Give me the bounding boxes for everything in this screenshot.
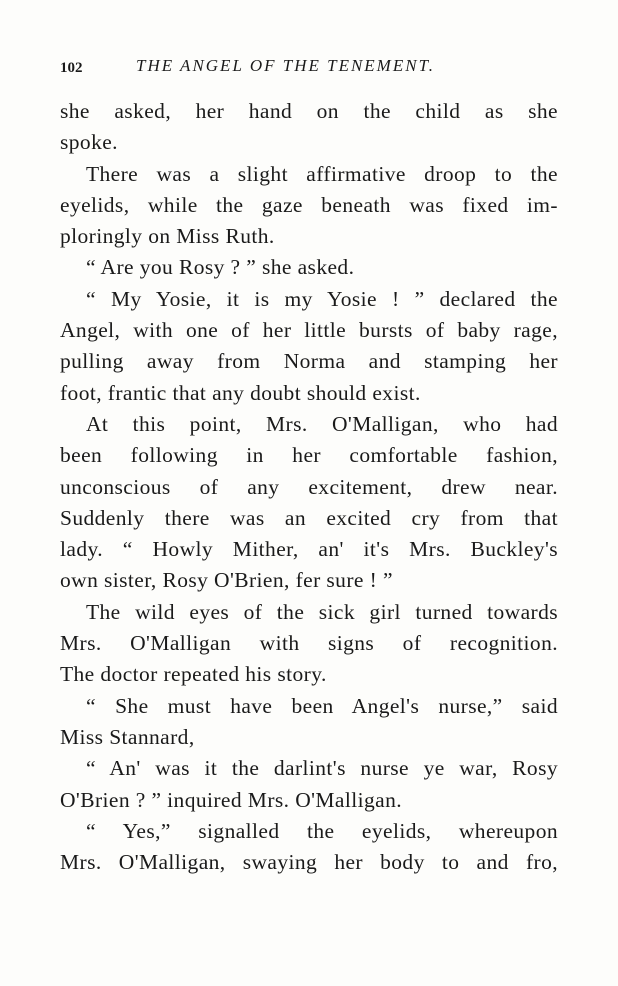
page-number: 102 (60, 60, 83, 76)
text-line: she asked, her hand on the child as she (60, 99, 558, 123)
book-page (60, 54, 558, 878)
text-line: foot, frantic that any doubt should exist. (60, 380, 421, 405)
text-line: The wild eyes of the sick girl turned towards (86, 599, 558, 624)
text-line: been following in her comfortable fashion, (60, 443, 558, 468)
text-line: Mrs. O'Malligan with signs of recognition. (60, 631, 558, 656)
text-line: “ Are you Rosy ? ” she asked. (86, 255, 355, 280)
text-line: ploringly on Miss Ruth. (60, 224, 275, 249)
text-line: eyelids, while the gaze beneath was fixed im- (60, 192, 558, 217)
text-line: own sister, Rosy O'Brien, fer sure ! ” (60, 568, 393, 593)
text-line: Mrs. O'Malligan, swaying her body to and fro, (60, 850, 558, 875)
text-line: “ My Yosie, it is my Yosie ! ” declared the (86, 286, 558, 311)
text-line: “ She must have been Angel's nurse,” said (86, 693, 558, 718)
text-line: The doctor repeated his story. (60, 662, 327, 687)
text-line: There was a slight affirmative droop to the (86, 161, 558, 186)
text-line: “ An' was it the darlint's nurse ye war, Rosy (86, 756, 558, 781)
text-line: At this point, Mrs. O'Malligan, who had (86, 411, 558, 436)
body-text (60, 96, 558, 878)
text-line: Angel, with one of her little bursts of baby rage, (60, 318, 558, 343)
page-header (60, 54, 558, 84)
text-line: O'Brien ? ” inquired Mrs. O'Malligan. (60, 787, 402, 812)
text-line: Miss Stannard, (60, 724, 195, 749)
text-line: spoke. (60, 130, 118, 155)
text-line: “ Yes,” signalled the eyelids, whereupon (86, 818, 558, 843)
text-line: pulling away from Norma and stamping her (60, 349, 558, 374)
running-head: THE ANGEL OF THE TENEMENT. (136, 56, 436, 75)
text-line: unconscious of any excitement, drew near. (60, 474, 558, 499)
text-line: Suddenly there was an excited cry from that (60, 505, 558, 530)
text-line: lady. “ Howly Mither, an' it's Mrs. Buckley's (60, 537, 558, 562)
